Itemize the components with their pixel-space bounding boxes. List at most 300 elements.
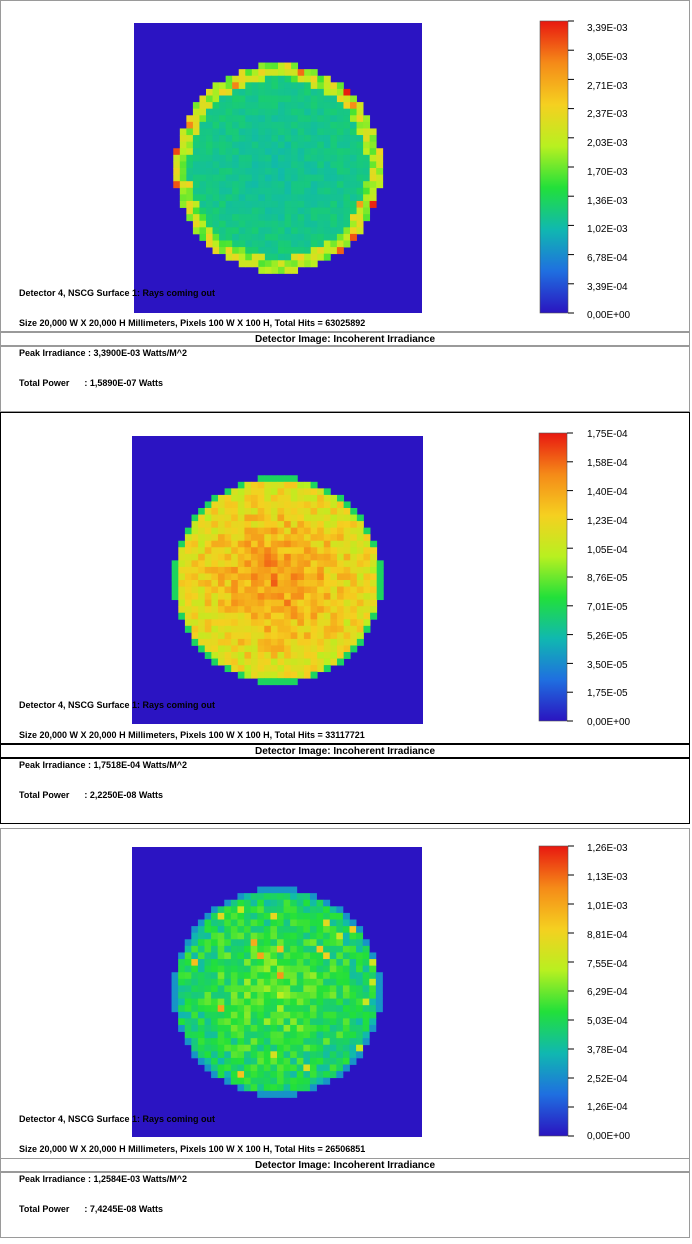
heatmap-cell <box>291 606 298 613</box>
heatmap-cell <box>219 208 226 215</box>
heatmap-cell <box>343 1012 350 1019</box>
heatmap-cell <box>376 161 383 168</box>
heatmap-cell <box>330 148 337 155</box>
heatmap-cell <box>244 926 251 933</box>
heatmap-cell <box>251 1012 258 1019</box>
heatmap-cell <box>337 82 344 89</box>
heatmap-cell <box>336 920 343 927</box>
heatmap-cell <box>251 1058 258 1065</box>
heatmap-cell <box>297 534 304 541</box>
heatmap-cell <box>244 1071 251 1078</box>
heatmap-cell <box>350 181 357 188</box>
heatmap-cell <box>363 613 370 620</box>
heatmap-cell <box>225 515 232 522</box>
heatmap-cell <box>198 933 205 940</box>
heatmap-cell <box>198 593 205 600</box>
heatmap-cell <box>350 959 357 966</box>
heatmap-cell <box>211 567 218 574</box>
heatmap-cell <box>238 528 245 535</box>
heatmap-cell <box>238 632 245 639</box>
heatmap-cell <box>258 260 265 267</box>
heatmap-cell <box>198 560 205 567</box>
heatmap-cell <box>244 619 251 626</box>
colorbar-tick: 1,02E-03 <box>587 224 628 235</box>
heatmap-cell <box>192 560 199 567</box>
heatmap-cell <box>232 188 239 195</box>
heatmap-cell <box>370 181 377 188</box>
heatmap-cell <box>311 102 318 109</box>
heatmap-cell <box>211 573 218 580</box>
heatmap-cell <box>205 541 212 548</box>
heatmap-cell <box>264 920 271 927</box>
heatmap-cell <box>186 135 193 142</box>
heatmap-cell <box>264 1058 271 1065</box>
heatmap-cell <box>257 972 264 979</box>
heatmap-cell <box>350 1025 357 1032</box>
heatmap-cell <box>185 587 192 594</box>
heatmap-cell <box>211 1051 218 1058</box>
heatmap-cell <box>278 593 285 600</box>
heatmap-cell <box>193 201 200 208</box>
heatmap-cell <box>350 521 357 528</box>
heatmap-cell <box>211 645 218 652</box>
heatmap-cell <box>251 573 258 580</box>
heatmap-cell <box>244 992 251 999</box>
heatmap-cell <box>310 985 317 992</box>
heatmap-cell <box>251 665 258 672</box>
heatmap-cell <box>244 1058 251 1065</box>
heatmap-cell <box>336 972 343 979</box>
heatmap-cell <box>310 1051 317 1058</box>
heatmap-cell <box>330 1065 337 1072</box>
heatmap-cell <box>291 175 298 182</box>
heatmap-cell <box>244 665 251 672</box>
heatmap-cell <box>211 652 218 659</box>
heatmap-cell <box>324 600 331 607</box>
heatmap-cell <box>270 972 277 979</box>
heatmap-cell <box>285 96 292 103</box>
heatmap-cell <box>303 1078 310 1085</box>
heatmap-cell <box>251 985 258 992</box>
colorbar-tick: 1,70E-03 <box>587 167 628 178</box>
heatmap-cell <box>251 521 258 528</box>
heatmap-cell <box>363 560 370 567</box>
heatmap-cell <box>193 122 200 129</box>
heatmap-cell <box>265 221 272 228</box>
heatmap-cell <box>205 959 212 966</box>
heatmap-cell <box>311 82 318 89</box>
heatmap-cell <box>232 201 239 208</box>
heatmap-cell <box>186 175 193 182</box>
heatmap-cell <box>370 188 377 195</box>
heatmap-cell <box>252 214 259 221</box>
heatmap-cell <box>252 254 259 261</box>
heatmap-cell <box>205 952 212 959</box>
heatmap-cell <box>304 495 311 502</box>
heatmap-cell <box>270 1084 277 1091</box>
heatmap-cell <box>330 155 337 162</box>
heatmap-cell <box>213 227 220 234</box>
heatmap-cell <box>205 933 212 940</box>
heatmap-cell <box>330 639 337 646</box>
heatmap-cell <box>225 508 232 515</box>
heatmap-cell <box>290 1032 297 1039</box>
heatmap-cell <box>218 587 225 594</box>
heatmap-cell <box>357 208 364 215</box>
heatmap-cell <box>363 567 370 574</box>
heatmap-cell <box>290 1084 297 1091</box>
heatmap-cell <box>225 580 232 587</box>
heatmap-cell <box>317 1018 324 1025</box>
heatmap-cell <box>186 122 193 129</box>
heatmap-cell <box>218 926 225 933</box>
heatmap-cell <box>239 168 246 175</box>
heatmap-cell <box>291 142 298 149</box>
heatmap-cell <box>244 920 251 927</box>
heatmap-cell <box>211 495 218 502</box>
heatmap-cell <box>317 966 324 973</box>
heatmap-cell <box>363 175 370 182</box>
heatmap-cell <box>311 632 318 639</box>
heatmap-cell <box>324 495 331 502</box>
heatmap-cell <box>297 528 304 535</box>
heatmap-cell <box>350 168 357 175</box>
heatmap-cell <box>244 672 251 679</box>
heatmap-cell <box>258 214 265 221</box>
heatmap-cell <box>363 208 370 215</box>
heatmap-cell <box>303 1051 310 1058</box>
heatmap-cell <box>231 547 238 554</box>
heatmap-cell <box>344 501 351 508</box>
heatmap-cell <box>356 1045 363 1052</box>
heatmap-cell <box>330 221 337 228</box>
heatmap-cell <box>186 188 193 195</box>
heatmap-cell <box>231 1065 238 1072</box>
heatmap-cell <box>310 992 317 999</box>
heatmap-cell <box>218 495 225 502</box>
heatmap-cell <box>205 1038 212 1045</box>
heatmap-cell <box>330 227 337 234</box>
heatmap-cell <box>257 926 264 933</box>
heatmap-cell <box>337 188 344 195</box>
heatmap-cell <box>285 227 292 234</box>
heatmap-cell <box>344 645 351 652</box>
heatmap-cell <box>231 1071 238 1078</box>
heatmap-cell <box>284 639 291 646</box>
heatmap-cell <box>265 201 272 208</box>
heatmap-cell <box>244 606 251 613</box>
heatmap-cell <box>343 155 350 162</box>
heatmap-cell <box>264 893 271 900</box>
heatmap-cell <box>304 521 311 528</box>
heatmap-cell <box>251 528 258 535</box>
heatmap-cell <box>264 659 271 666</box>
heatmap-cell <box>337 567 344 574</box>
heatmap-cell <box>271 142 278 149</box>
heatmap-cell <box>357 626 364 633</box>
heatmap-cell <box>343 96 350 103</box>
heatmap-cell <box>290 979 297 986</box>
heatmap-cell <box>278 188 285 195</box>
heatmap-cell <box>193 128 200 135</box>
heatmap-cell <box>198 972 205 979</box>
heatmap-cell <box>251 893 258 900</box>
heatmap-cell <box>350 1012 357 1019</box>
heatmap-cell <box>317 1071 324 1078</box>
heatmap-cell <box>330 208 337 215</box>
heatmap-cell <box>323 933 330 940</box>
heatmap-cell <box>213 247 220 254</box>
heatmap-cell <box>271 201 278 208</box>
heatmap-cell <box>251 952 258 959</box>
heatmap-cell <box>218 1065 225 1072</box>
heatmap-cell <box>285 201 292 208</box>
heatmap-cell <box>258 82 265 89</box>
heatmap-cell <box>277 999 284 1006</box>
heatmap-cell <box>285 82 292 89</box>
heatmap-cell <box>285 254 292 261</box>
heatmap-cell <box>363 966 370 973</box>
heatmap-cell <box>311 573 318 580</box>
heatmap-cell <box>258 567 265 574</box>
heatmap-cell <box>238 488 245 495</box>
heatmap-cell <box>211 619 218 626</box>
heatmap-cell <box>218 573 225 580</box>
heatmap-cell <box>298 194 305 201</box>
heatmap-cell <box>211 1012 218 1019</box>
heatmap-cell <box>265 208 272 215</box>
heatmap-cell <box>265 214 272 221</box>
heatmap-cell <box>244 573 251 580</box>
heatmap-cell <box>206 181 213 188</box>
heatmap-cell <box>270 952 277 959</box>
heatmap-cell <box>311 148 318 155</box>
heatmap-cell <box>180 142 187 149</box>
heatmap-cell <box>290 887 297 894</box>
heatmap-cell <box>278 600 285 607</box>
heatmap-cell <box>218 985 225 992</box>
heatmap-cell <box>324 188 331 195</box>
heatmap-cell <box>186 115 193 122</box>
heatmap-cell <box>337 247 344 254</box>
heatmap-cell <box>257 913 264 920</box>
heatmap-cell <box>303 933 310 940</box>
heatmap-cell <box>357 515 364 522</box>
heatmap-cell <box>244 939 251 946</box>
heatmap-cell <box>323 920 330 927</box>
heatmap-cell <box>252 181 259 188</box>
heatmap-cell <box>258 115 265 122</box>
heatmap-cell <box>357 214 364 221</box>
heatmap-cell <box>191 939 198 946</box>
heatmap-cell <box>337 201 344 208</box>
heatmap-cell <box>290 1065 297 1072</box>
heatmap-cell <box>238 639 245 646</box>
heatmap-cell <box>225 619 232 626</box>
heatmap-cell <box>224 1065 231 1072</box>
heatmap-cell <box>264 580 271 587</box>
heatmap-cell <box>370 560 377 567</box>
heatmap-cell <box>297 501 304 508</box>
heatmap-cell <box>285 247 292 254</box>
heatmap-cell <box>211 972 218 979</box>
heatmap-cell <box>232 247 239 254</box>
heatmap-cell <box>277 926 284 933</box>
heatmap-cell <box>336 1051 343 1058</box>
heatmap-cell <box>297 482 304 489</box>
heatmap-cell <box>245 181 252 188</box>
heatmap-cell <box>311 659 318 666</box>
heatmap-cell <box>330 1051 337 1058</box>
heatmap-cell <box>231 1018 238 1025</box>
heatmap-cell <box>350 161 357 168</box>
heatmap-cell <box>278 613 285 620</box>
heatmap-cell <box>363 194 370 201</box>
heatmap-cell <box>317 528 324 535</box>
heatmap-cell <box>304 534 311 541</box>
heatmap-cell <box>264 1038 271 1045</box>
heatmap-cell <box>270 1018 277 1025</box>
heatmap-cell <box>218 1038 225 1045</box>
heatmap-cell <box>284 619 291 626</box>
heatmap-cell <box>291 128 298 135</box>
heatmap-cell <box>297 959 304 966</box>
heatmap-cell <box>350 109 357 116</box>
heatmap-cell <box>205 939 212 946</box>
heatmap-cell <box>244 652 251 659</box>
heatmap-cell <box>330 521 337 528</box>
heatmap-cell <box>298 89 305 96</box>
heatmap-cell <box>224 920 231 927</box>
heatmap-cell <box>337 122 344 129</box>
heatmap-cell <box>337 96 344 103</box>
heatmap-cell <box>357 102 364 109</box>
heatmap-cell <box>231 645 238 652</box>
heatmap-cell <box>205 560 212 567</box>
heatmap-cell <box>330 573 337 580</box>
heatmap-cell <box>324 201 331 208</box>
heatmap-cell <box>185 966 192 973</box>
heatmap-cell <box>311 554 318 561</box>
heatmap-cell <box>370 593 377 600</box>
heatmap-cell <box>218 508 225 515</box>
detector-caption-1: Detector Image: Incoherent Irradiance <box>0 332 690 346</box>
heatmap-cell <box>226 109 233 116</box>
info-line-power: Total Power : 1,5890E-07 Watts <box>19 378 164 388</box>
heatmap-cell <box>231 1038 238 1045</box>
heatmap-cell <box>218 541 225 548</box>
heatmap-cell <box>244 560 251 567</box>
heatmap-cell <box>271 148 278 155</box>
heatmap-cell <box>277 1078 284 1085</box>
heatmap-cell <box>251 619 258 626</box>
heatmap-cell <box>324 234 331 241</box>
heatmap-cell <box>369 979 376 986</box>
heatmap-cell <box>226 214 233 221</box>
heatmap-cell <box>298 254 305 261</box>
heatmap-cell <box>377 573 384 580</box>
heatmap-cell <box>258 560 265 567</box>
heatmap-cell <box>324 96 331 103</box>
heatmap-cell <box>251 606 258 613</box>
info-line-title: Detector 4, NSCG Surface 1: Rays coming out <box>19 1114 216 1124</box>
heatmap-cell <box>344 567 351 574</box>
heatmap-cell <box>238 482 245 489</box>
heatmap-cell <box>211 580 218 587</box>
heatmap-cell <box>343 194 350 201</box>
heatmap-cell <box>324 241 331 248</box>
heatmap-cell <box>350 933 357 940</box>
heatmap-cell <box>343 999 350 1006</box>
heatmap-cell <box>191 992 198 999</box>
heatmap-cell <box>244 952 251 959</box>
heatmap-cell <box>336 979 343 986</box>
heatmap-cell <box>213 188 220 195</box>
colorbar-tick: 3,78E-04 <box>587 1045 628 1056</box>
heatmap-cell <box>192 606 199 613</box>
heatmap-cell <box>284 900 291 907</box>
heatmap-cell <box>336 939 343 946</box>
heatmap-cell <box>264 952 271 959</box>
heatmap-cell <box>264 1032 271 1039</box>
heatmap-cell <box>369 999 376 1006</box>
heatmap-cell <box>218 606 225 613</box>
heatmap-cell <box>336 985 343 992</box>
heatmap-cell <box>258 227 265 234</box>
heatmap-cell <box>271 109 278 116</box>
heatmap-cell <box>244 1084 251 1091</box>
heatmap-cell <box>258 254 265 261</box>
heatmap-cell <box>237 979 244 986</box>
heatmap-cell <box>198 1018 205 1025</box>
colorbar <box>539 433 567 721</box>
heatmap-cell <box>363 992 370 999</box>
heatmap-cell <box>245 148 252 155</box>
heatmap-cell <box>186 161 193 168</box>
heatmap-cell <box>369 985 376 992</box>
colorbar <box>540 21 568 313</box>
heatmap-cell <box>278 89 285 96</box>
heatmap-cell <box>285 69 292 76</box>
heatmap-cell <box>199 102 206 109</box>
heatmap-cell <box>219 175 226 182</box>
heatmap-cell <box>231 567 238 574</box>
heatmap-cell <box>350 208 357 215</box>
heatmap-cell <box>231 1051 238 1058</box>
heatmap-cell <box>205 1065 212 1072</box>
heatmap-cell <box>311 567 318 574</box>
heatmap-cell <box>324 148 331 155</box>
heatmap-cell <box>343 979 350 986</box>
heatmap-cell <box>350 1045 357 1052</box>
heatmap-cell <box>231 521 238 528</box>
heatmap-cell <box>251 979 258 986</box>
heatmap-cell <box>185 606 192 613</box>
heatmap-cell <box>257 1071 264 1078</box>
heatmap-cell <box>211 554 218 561</box>
heatmap-cell <box>277 1032 284 1039</box>
heatmap-cell <box>290 1025 297 1032</box>
heatmap-cell <box>264 541 271 548</box>
heatmap-cell <box>284 887 291 894</box>
heatmap-cell <box>343 959 350 966</box>
heatmap-cell <box>264 946 271 953</box>
heatmap-cell <box>206 128 213 135</box>
heatmap-cell <box>231 939 238 946</box>
heatmap-cell <box>311 122 318 129</box>
heatmap-cell <box>278 665 285 672</box>
heatmap-cell <box>251 659 258 666</box>
